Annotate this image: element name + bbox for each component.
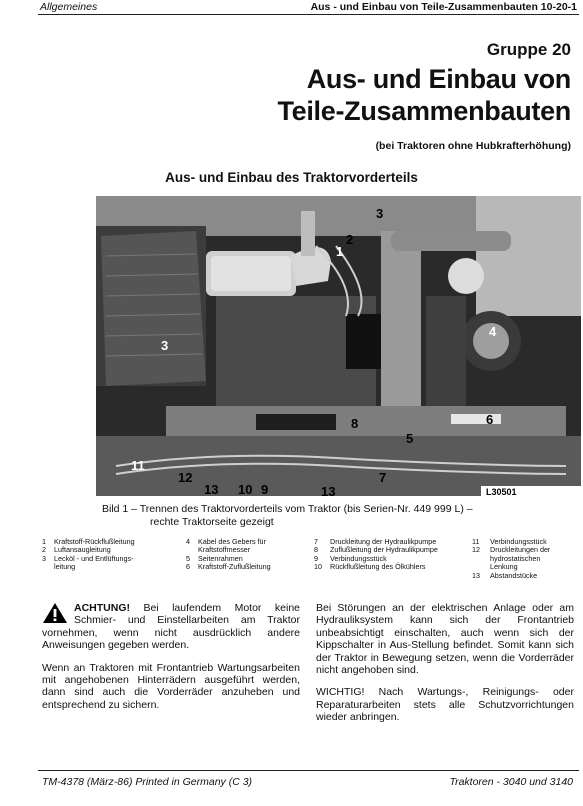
left-text-column xyxy=(42,602,300,721)
callout-10: 10 xyxy=(238,482,253,496)
footer-rule xyxy=(38,770,579,771)
legend-column-4 xyxy=(472,538,580,580)
callout-13-right: 13 xyxy=(321,484,336,496)
wichtig-paragraph: WICHTIG! Nach Wartungs-, Reinigungs- oder Reparaturarbeiten stets alle Schutzvorrichtungen wieder anbringen. xyxy=(316,686,574,724)
legend-item: 4 Kabel des Gebers für xyxy=(186,537,266,546)
callout-6: 6 xyxy=(486,412,494,427)
legend-item: 1 Kraftstoff-Rückflußleitung xyxy=(42,537,135,546)
callout-5: 5 xyxy=(406,431,414,446)
legend-item: 11 Verbindungsstück xyxy=(472,537,547,546)
legend-item: 8 Zuflußleitung der Hydraulikpumpe xyxy=(314,545,438,555)
title-line-2: Teile-Zusammenbauten xyxy=(277,96,571,126)
tractor-front-photo xyxy=(96,196,581,496)
callout-11: 11 xyxy=(131,458,145,473)
legend-column-3 xyxy=(314,538,474,572)
group-label: Gruppe 20 xyxy=(486,40,571,59)
title-line-1: Aus- und Einbau von xyxy=(306,64,571,94)
callout-13-left: 13 xyxy=(204,482,219,496)
callout-1: 1 xyxy=(336,244,344,259)
legend-item: leitung xyxy=(54,562,76,572)
photo-code: L30501 xyxy=(486,487,517,496)
stoerungen-paragraph: Bei Störungen an der elektrischen Anlage oder am Hydrauliksystem kann sich der Frontantrieb unbeabsichtigt einschalten, auch wenn sich der Kippschalter in Aus-Stellung befindet. Somit kann sich der Traktor in Bewegung setzen, wenn die Vorderräder nicht angehoben sind. xyxy=(316,602,574,677)
page-title xyxy=(277,63,571,127)
callout-2: 2 xyxy=(346,232,354,247)
caption-line-2: rechte Traktorseite gezeigt xyxy=(150,516,274,528)
header-rule xyxy=(38,14,579,15)
legend-item: 5 Seitenrahmen xyxy=(186,553,243,563)
legend-column-2 xyxy=(186,538,306,572)
legend-item: 3 Lecköl - und Entlüftungs- xyxy=(42,553,134,563)
legend-item: Kraftstoffmesser xyxy=(198,545,251,555)
callout-7: 7 xyxy=(379,470,387,485)
warning-text: Bei laufendem Motor keine Schmier- und Einstellarbeiten am Traktor vornehmen, wenn nicht ausdrücklich andere Anweisungen gegeben werden. xyxy=(42,602,300,652)
callout-8: 8 xyxy=(351,416,359,431)
frontantrieb-paragraph: Wenn an Traktoren mit Frontantrieb Wartungsarbeiten mit angehobenen Hinterrädern ausgeführt werden, dann sind auch die Vorderräder anzuheben und entsprechend zu sichern. xyxy=(42,661,300,711)
legend-column-1 xyxy=(42,538,172,572)
warning-heading: ACHTUNG! xyxy=(74,602,130,614)
callout-3-top: 3 xyxy=(376,206,384,221)
callout-9: 9 xyxy=(261,482,269,496)
caption-line-1: Bild 1 – Trennen des Traktorvorderteils vom Traktor (bis Serien-Nr. 449 999 L) – xyxy=(102,503,473,515)
legend-item: 12 Druckleitungen der xyxy=(472,545,551,555)
callout-3-left: 3 xyxy=(161,338,169,353)
section-title: Aus- und Einbau des Traktorvorderteils xyxy=(165,170,418,185)
legend-item: 7 Druckleitung der Hydraulikpumpe xyxy=(314,537,437,546)
warning-triangle-icon xyxy=(42,602,68,624)
figure-caption xyxy=(102,503,572,529)
footer-models: Traktoren - 3040 und 3140 xyxy=(449,776,573,788)
legend-item: 10 Rückflußleitung des Ölkühlers xyxy=(314,562,426,572)
footer-doc-id: TM-4378 (März-86) Printed in Germany (C 3) xyxy=(42,776,253,788)
right-text-column xyxy=(316,602,574,734)
legend-item: 9 Verbindungsstück xyxy=(314,553,387,563)
page-subtitle: (bei Traktoren ohne Hubkrafterhöhung) xyxy=(375,140,571,152)
legend-item: hydrostatischen xyxy=(490,553,541,563)
header-page-ref: Aus - und Einbau von Teile-Zusammenbauten 10-20-1 xyxy=(310,1,577,13)
page-header xyxy=(0,0,583,14)
legend-item: Lenkung xyxy=(490,562,518,572)
header-section: Allgemeines xyxy=(40,1,98,13)
warning-paragraph xyxy=(42,602,300,652)
legend-item: 2 Luftansaugleitung xyxy=(42,545,111,555)
legend-item: 6 Kraftstoff-Zuflußleitung xyxy=(186,562,271,572)
callout-4: 4 xyxy=(489,324,497,339)
legend-item: 13 Abstandstücke xyxy=(472,570,538,580)
callout-12: 12 xyxy=(178,470,193,485)
